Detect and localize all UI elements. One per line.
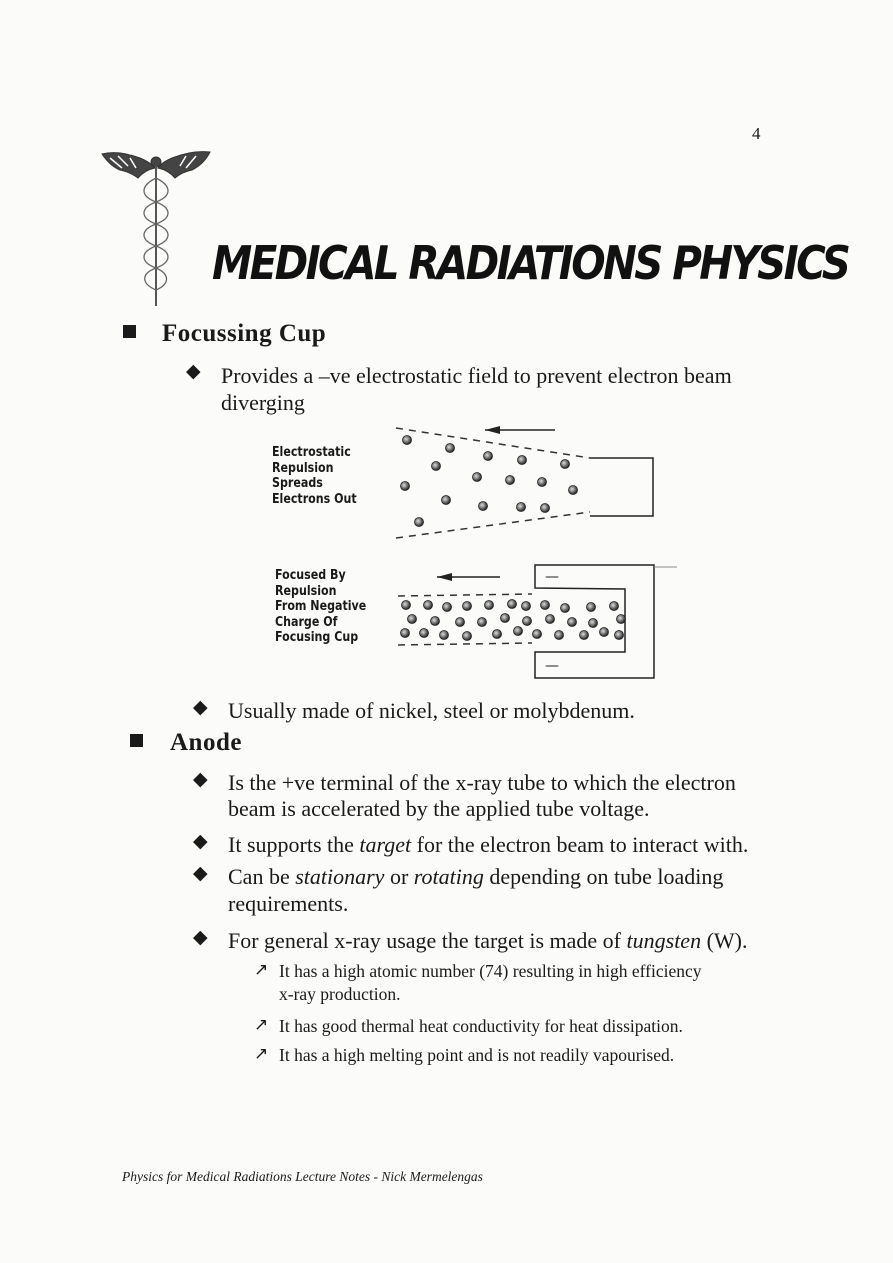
bullet-stationary-line2: requirements.	[228, 891, 349, 916]
bullet-terminal-line2: beam is accelerated by the applied tube voltage.	[228, 796, 650, 821]
focusing-cup-top	[590, 458, 653, 516]
bullet-provides-line1: Provides a –ve electrostatic field to prevent electron beam	[221, 363, 732, 388]
heading-focussing-cup: Focussing Cup	[162, 320, 327, 347]
arrow-bullet-icon: ↗	[254, 1044, 269, 1064]
bullet-terminal-line1: Is the +ve terminal of the x-ray tube to which the electron	[228, 770, 736, 795]
caduceus-icon	[100, 148, 215, 308]
diamond-bullet-icon: ◆	[193, 768, 208, 790]
diagram-focused-electrons	[392, 560, 682, 685]
diamond-bullet-icon: ◆	[193, 830, 208, 852]
diagram-label-repulsion: Electrostatic Repulsion Spreads Electrons Out	[272, 444, 357, 507]
field-line-bottom	[396, 512, 590, 538]
bullet-provides-line2: diverging	[221, 390, 305, 415]
arrow-bullet-icon: ↗	[254, 1015, 269, 1035]
arrow-bullet-icon: ↗	[254, 960, 269, 980]
bullet-supports-target: It supports the target for the electron beam to interact with.	[228, 832, 749, 857]
diagram-spreading-electrons	[390, 420, 670, 545]
diamond-bullet-icon: ◆	[193, 862, 208, 884]
sub-bullet-atomic-line2: x-ray production.	[279, 984, 401, 1004]
heading-bullet-icon	[130, 734, 143, 747]
footer: Physics for Medical Radiations Lecture Notes - Nick Mermelengas	[122, 1169, 483, 1184]
electrons-focused	[401, 600, 626, 641]
bullet-made-of: Usually made of nickel, steel or molybdenum.	[228, 698, 635, 723]
minus-sign-bottom: —	[545, 658, 559, 674]
bullet-stationary-rotating: Can be stationary or rotating depending on tube loading	[228, 864, 724, 889]
field-line-top	[396, 428, 590, 458]
diamond-bullet-icon: ◆	[193, 696, 208, 718]
page-number: 4	[752, 124, 761, 143]
sub-bullet-melting-point: It has a high melting point and is not readily vapourised.	[279, 1045, 675, 1065]
diamond-bullet-icon: ◆	[186, 360, 201, 382]
heading-anode: Anode	[170, 729, 242, 756]
banner-title: MEDICAL RADIATIONS PHYSICS	[212, 236, 849, 290]
sub-bullet-conductivity: It has good thermal heat conductivity for heat dissipation.	[279, 1016, 683, 1036]
bullet-tungsten: For general x-ray usage the target is made of tungsten (W).	[228, 928, 748, 953]
diamond-bullet-icon: ◆	[193, 926, 208, 948]
heading-bullet-icon	[123, 325, 136, 338]
electrons-spread	[401, 436, 578, 527]
minus-sign-top: —	[545, 569, 559, 585]
diagram-label-focused: Focused By Repulsion From Negative Charge Of Focusing Cup	[275, 567, 367, 645]
sub-bullet-atomic-line1: It has a high atomic number (74) resulting in high efficiency	[279, 961, 702, 981]
